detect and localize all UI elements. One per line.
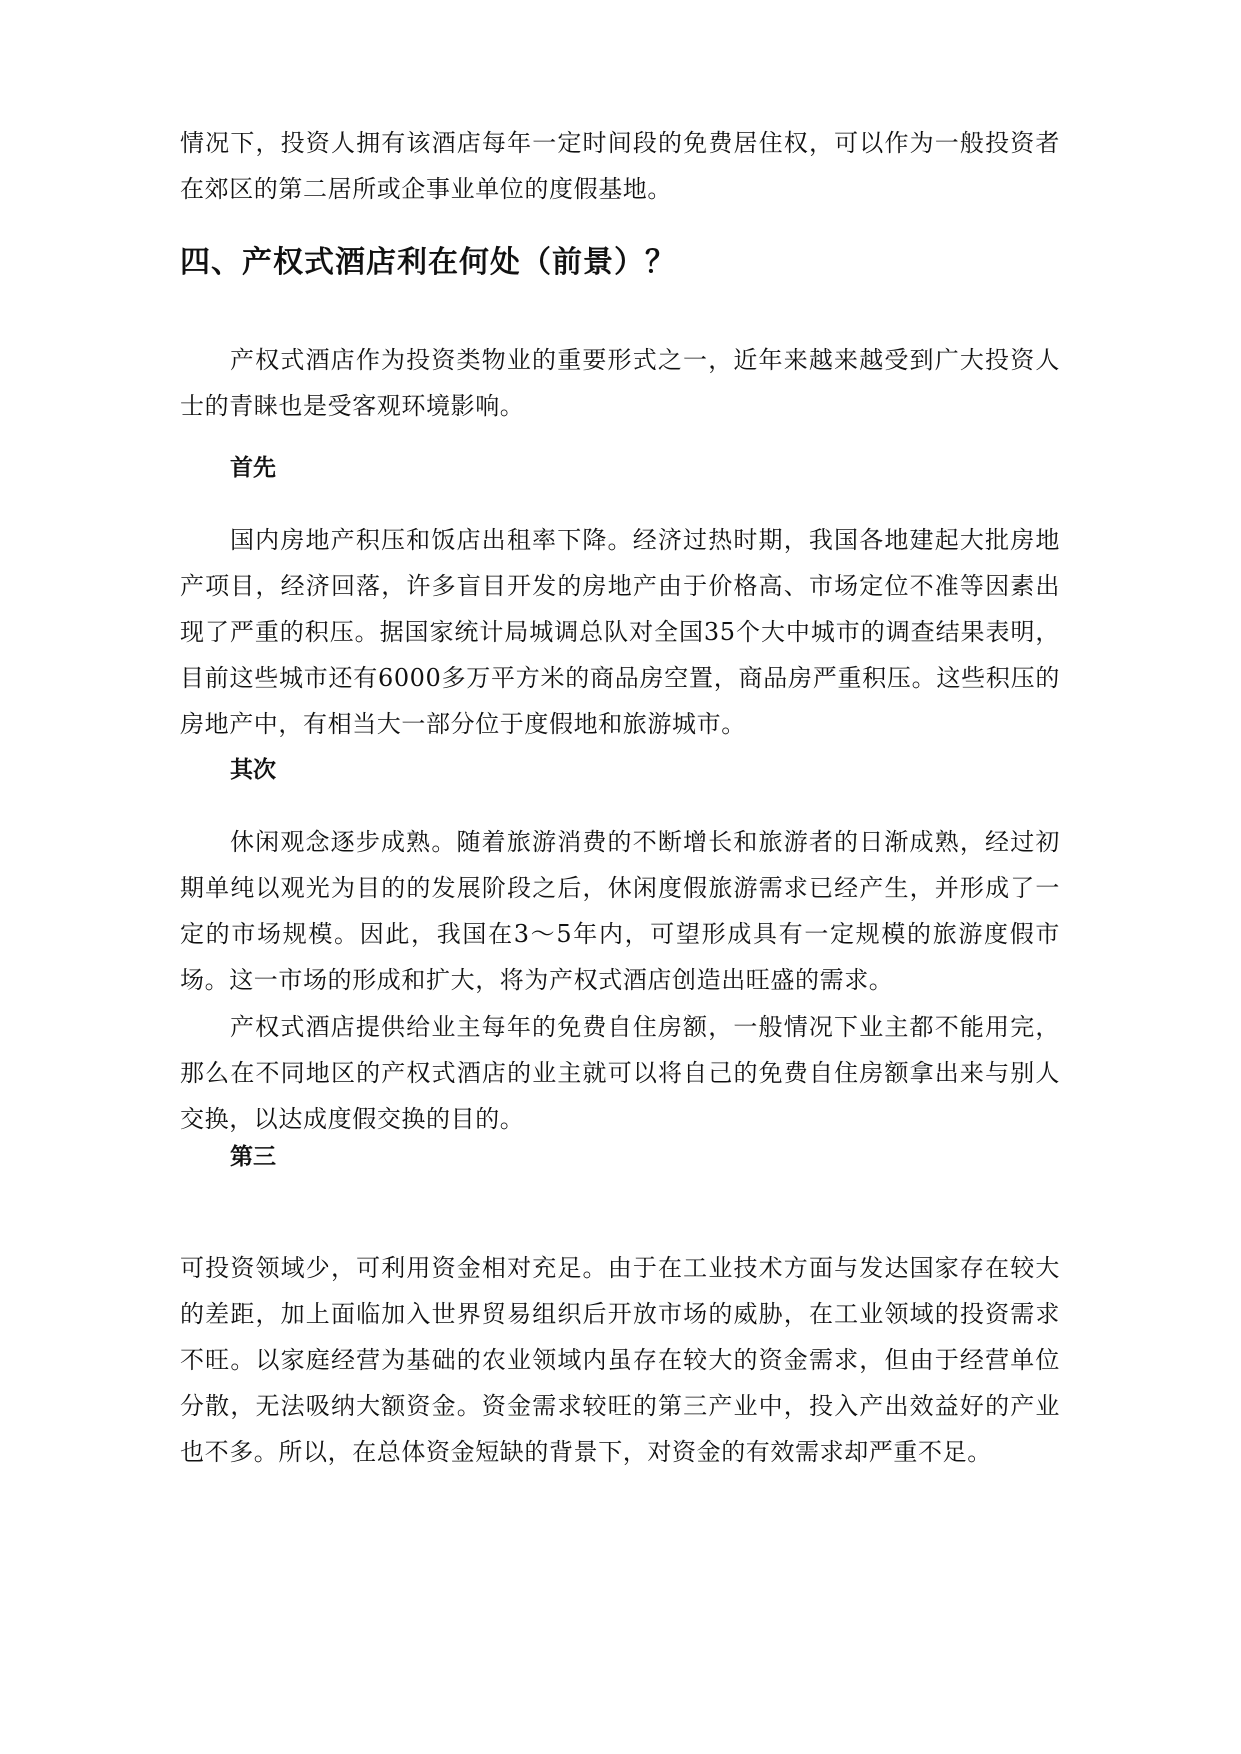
paragraph-third-reason: 可投资领域少，可利用资金相对充足。由于在工业技术方面与发达国家存在较大的差距，加上面临加入世界贸易组织后开放市场的威胁，在工业领域的投资需求不旺。以家庭经营为基础的农业领域内虽存在较大的资金需求，但由于经营单位分散，无法吸纳大额资金。资金需求较旺的第三产业中，投入产出效益好的产业也不多。所以，在总体资金短缺的背景下，对资金的有效需求却严重不足。 [180,1254,1060,1466]
subheading-third: 第三 [230,1144,276,1170]
paragraph-overview: 产权式酒店作为投资类物业的重要形式之一，近年来越来越受到广大投资人士的青睐也是受客观环境影响。 [180,346,1060,420]
subheading-first: 首先 [230,455,276,481]
paragraph-intro-continuation: 情况下，投资人拥有该酒店每年一定时间段的免费居住权，可以作为一般投资者在郊区的第二居所或企事业单位的度假基地。 [180,129,1060,203]
section-heading: 四、产权式酒店利在何处（前景）？ [180,245,676,280]
paragraph-exchange: 产权式酒店提供给业主每年的免费自住房额，一般情况下业主都不能用完，那么在不同地区的产权式酒店的业主就可以将自己的免费自住房额拿出来与别人交换，以达成度假交换的目的。 [180,1013,1060,1133]
paragraph-first-reason: 国内房地产积压和饭店出租率下降。经济过热时期，我国各地建起大批房地产项目，经济回落，许多盲目开发的房地产由于价格高、市场定位不准等因素出现了严重的积压。据国家统计局城调总队对全国35个大中城市的调查结果表明，目前这些城市还有6000多万平方米的商品房空置，商品房严重积压。这些积压的房地产中，有相当大一部分位于度假地和旅游城市。 [180,526,1060,738]
subheading-second: 其次 [230,757,276,783]
paragraph-second-reason: 休闲观念逐步成熟。随着旅游消费的不断增长和旅游者的日渐成熟，经过初期单纯以观光为目的的发展阶段之后，休闲度假旅游需求已经产生，并形成了一定的市场规模。因此，我国在3～5年内，可望形成具有一定规模的旅游度假市场。这一市场的形成和扩大，将为产权式酒店创造出旺盛的需求。 [180,828,1060,994]
